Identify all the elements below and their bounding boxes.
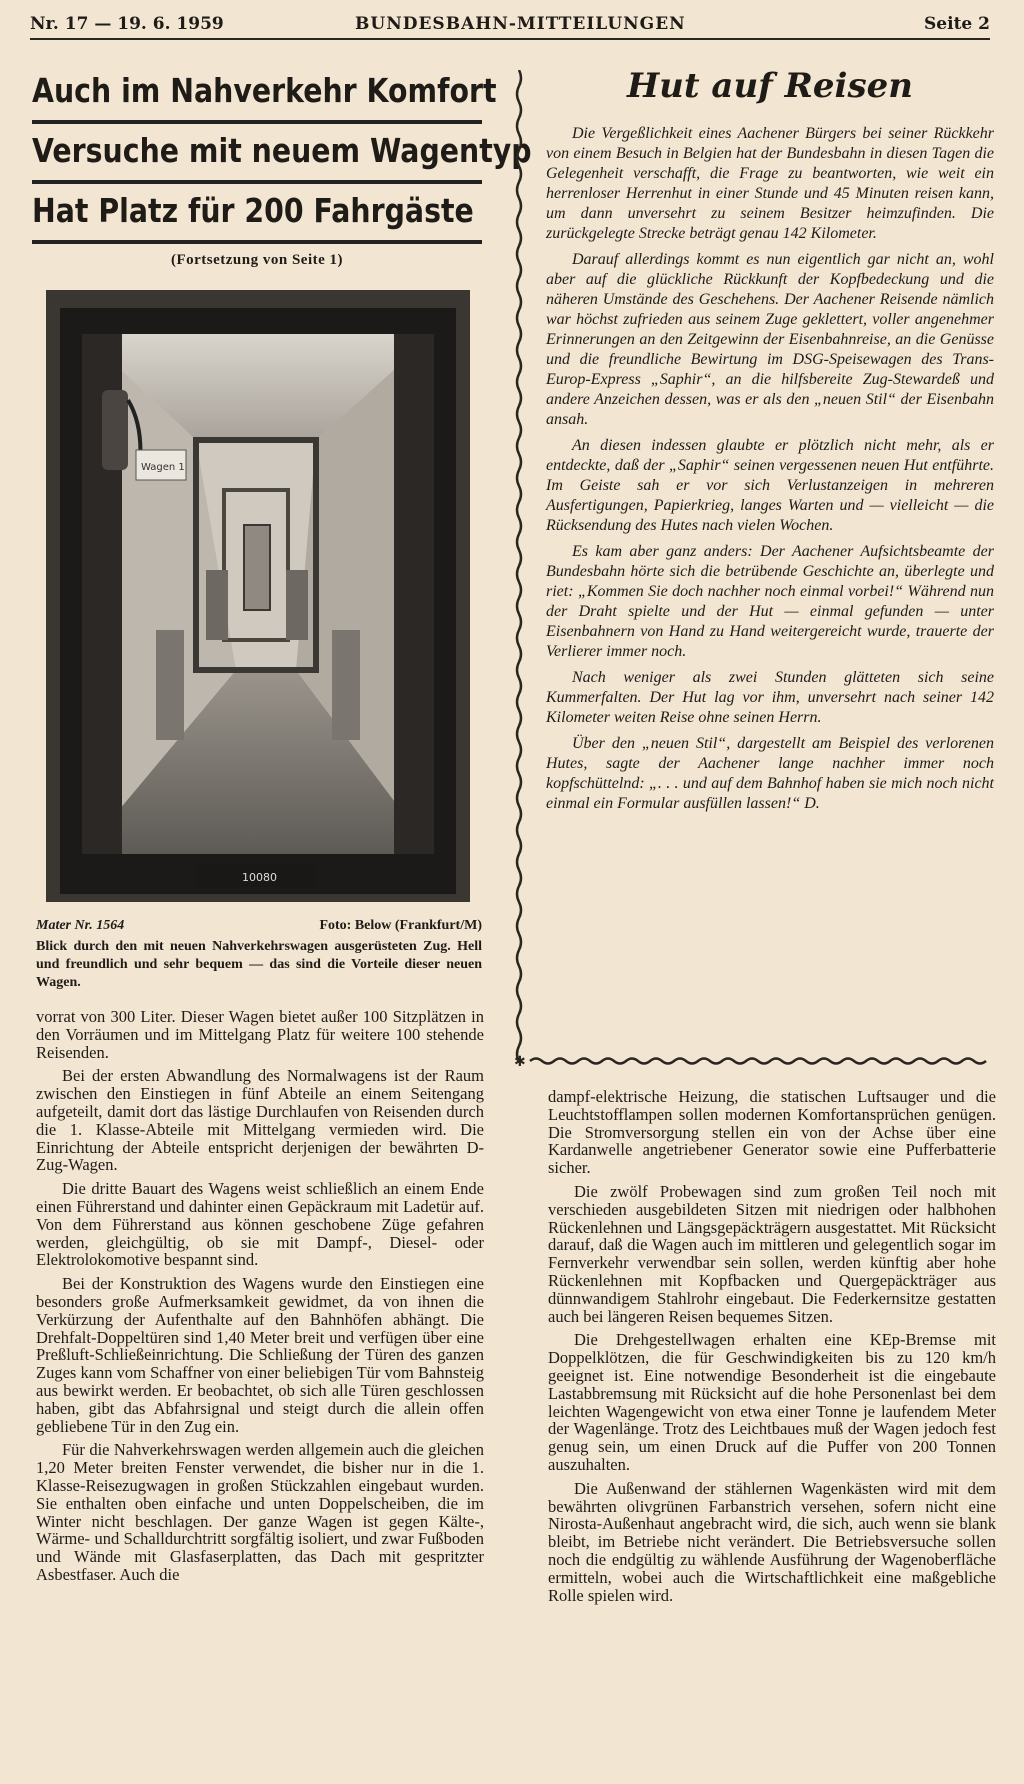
feature-paragraph: Es kam aber ganz anders: Der Aachener Aufsichtsbeamte der Bundesbahn hörte sich die betrübende Geschichte an, überlegte und riet: „Kommen Sie doch nachher noch einmal vorbei!“ Während nun der Draht spielte und der Hut — einmal gefunden — unter Eisenbahnern von Hand zu Hand weitergereicht wurde, trauerte der Verlierer immer noch. [546, 543, 994, 660]
photo-caption-header [36, 918, 482, 938]
photo-credit: Foto: Below (Frankfurt/M) [319, 918, 482, 933]
wagen-sign: Wagen 1 [141, 462, 185, 473]
headline-1: Auch im Nahverkehr Komfort [32, 71, 497, 110]
svg-text:✱: ✱ [514, 1054, 526, 1068]
headline-3: Hat Platz für 200 Fahrgäste [32, 191, 474, 230]
photo-caption: Blick durch den mit neuen Nahverkehrswagen ausgerüsteten Zug. Hell und freundlich und sehr bequem — das sind die Vorteile dieser neuen Wagen. [36, 939, 482, 990]
feature-paragraph: Nach weniger als zwei Stunden glätteten sich seine Kummerfalten. Der Hut lag vor ihm, unversehrt nach seiner 142 Kilometer weiten Reise ohne seinen Herrn. [546, 669, 994, 726]
article-headlines [32, 70, 532, 250]
continuation-note: (Fortsetzung von Seite 1) [170, 252, 344, 268]
headline-2: Versuche mit neuem Wagentyp [32, 131, 532, 170]
article-paragraph: Für die Nahverkehrswagen werden allgemein auch die gleichen 1,20 Meter breiten Fenster verwendet, die bisher nur in die 1. Klasse-Reisezugwagen in großen Stückzahlen eingebaut wurden. Sie enthalten oben einfache und unten Doppelscheiben, die im Winter nicht beschlagen. Der ganze Wagen ist gegen Kälte-, Wärme- und Schalldurchtritt sorgfältig isoliert, und zwar Fußboden und Wände mit Glasfaserplatten, das Dach mit gespritzter Asbestfaser. Auch die [36, 1440, 484, 1584]
article-column-right [548, 1088, 996, 1604]
decorative-column-separator [514, 70, 524, 1062]
wagon-number-plate: 10080 [242, 871, 277, 884]
train-interior-photo [46, 290, 470, 902]
article-paragraph: Bei der ersten Abwandlung des Normalwagens ist der Raum zwischen den Einstiegen in fünf Abteile an einem Seitengang aufgeteilt, damit dort das lästige Durchlaufen von Reisenden durch die 1. Klasse-Abteile mit Mittelgang vermieden wird. Die Einrichtung der Abteile entspricht derjenigen der bewährten D-Zug-Wagen. [36, 1066, 484, 1175]
page-number: Seite 2 [924, 14, 990, 34]
decorative-section-separator [514, 1054, 994, 1068]
article-paragraph: Die dritte Bauart des Wagens weist schließlich an einem Ende einen Führerstand und dahinter einen Gepäckraum mit Ladetür auf. Von dem Führerstand aus können geschobene Züge gefahren werden, gleichgültig, ob sie mit Dampf-, Diesel- oder Elektrolokomotive bespannt sind. [36, 1179, 484, 1270]
article-paragraph: vorrat von 300 Liter. Dieser Wagen bietet außer 100 Sitzplätzen in den Vorräumen und im Mittelgang Platz für weitere 100 stehende Reisenden. [36, 1007, 484, 1062]
headline-rule [32, 120, 482, 124]
article-paragraph: Die Außenwand der stählernen Wagenkästen wird mit dem bewährten olivgrünen Farbanstrich versehen, sofern nicht eine Nirosta-Außenhaut angebracht wird, die sich, auch wenn sie blank bleibt, im Betriebe nicht verändert. Die Betriebsversuche sollen noch die endgültig zu wählende Ausführung der Wagenoberfläche ermitteln, wobei auch die Wirtschaftlichkeit eine maßgebliche Rolle spielen wird. [548, 1478, 996, 1605]
article-paragraph: Die zwölf Probewagen sind zum großen Teil noch mit verschieden ausgebildeten Sitzen mit niedrigen oder halbhohen Rückenlehnen und Längsgepäckträgern ausgestattet. Mit Rücksicht darauf, daß die Wagen auch im mittleren und gelegentlich sogar im Fernverkehr verwendbar sein sollen, werden künftig aber hohe Rückenlehnen mit Kopfbacken und Quergepäckträger aus dünnwandigem Stahlrohr eingebaut. Die Federkernsitze gestatten auch bei längeren Reisen bequemes Sitzen. [548, 1181, 996, 1326]
publication-name: BUNDESBAHN-MITTEILUNGEN [355, 14, 686, 34]
headline-rule [32, 180, 482, 184]
mater-number: Mater Nr. 1564 [36, 918, 125, 933]
feature-title: Hut auf Reisen [627, 66, 913, 106]
feature-paragraph: Die Vergeßlichkeit eines Aachener Bürgers bei seiner Rückkehr von einem Besuch in Belgien hat der Bundesbahn in diesen Tagen die Gelegenheit verschafft, die Frage zu beantworten, wie weit ein herrenloser Herrenhut in einer Stunde und 45 Minuten reisen kann, um dann unversehrt zu seinem Besitzer heimzufinden. Die zurückgelegte Strecke beträgt genau 142 Kilometer. [546, 125, 994, 242]
article-paragraph: Die Drehgestellwagen erhalten eine KEp-Bremse mit Doppelklötzen, die für Geschwindigkeiten bis zu 120 km/h geeignet ist. Eine notwendige Besonderheit ist die eingebaute Lastabbremsung mit Rücksicht auf die hohe Personenlast bei dem leichten Wagengewicht von etwa einer Tonne je laufendem Meter der Wagenlänge. Trotz des Leichtbaues muß der Wagen jedoch fest genug sein, um einen Druck auf die Puffer von 200 Tonnen auszuhalten. [548, 1330, 996, 1474]
issue-date: Nr. 17 — 19. 6. 1959 [30, 14, 224, 34]
article-column-left [36, 1008, 484, 1584]
article-paragraph: dampf-elektrische Heizung, die statischen Luftsauger und die Leuchtstofflampen sollen modernen Komfortansprüchen genügen. Die Stromversorgung stellen ein von der Achse über eine Kardanwelle angetriebener Generator sowie eine Pufferbatterie sicher. [548, 1087, 996, 1178]
feature-paragraph: Darauf allerdings kommt es nun eigentlich gar nicht an, wohl aber auf die glückliche Rückkunft der Kopfbedeckung und die näheren Umstände des Geschehens. Der Aachener Reisende nämlich war höchst zufrieden aus seinem Zuge geklettert, voller angenehmer Erinnerungen an den Zeitgewinn der Eisenbahnreise, an die Genüsse und die freundliche Bewirtung im DSG-Speisewagen des Trans-Europ-Express „Saphir“, an die hilfsbereite Zug-Stewardeß und andere Anzeichen dessen, was er als den „neuen Stil“ der Eisenbahn ansah. [546, 251, 994, 428]
feature-column [546, 124, 994, 814]
masthead [30, 10, 990, 40]
feature-paragraph: An diesen indessen glaubte er plötzlich nicht mehr, als er entdeckte, daß der „Saphir“ seinen vergessenen neuen Hut entführte. Im Geiste sah er vor sich Verlustanzeigen in mehreren Ausfertigungen, Papierkrieg, langes Warten und — vielleicht — die Rücksendung des Hutes nach vielen Wochen. [546, 437, 994, 534]
feature-paragraph: Über den „neuen Stil“, dargestellt am Beispiel des verlorenen Hutes, sagte der Aachener lange nachher immer noch kopfschüttelnd: „. . . und auf dem Bahnhof haben sie mich noch nicht einmal ein Formular ausfüllen lassen!“ D. [546, 735, 994, 812]
article-paragraph: Bei der Konstruktion des Wagens wurde den Einstiegen eine besonders große Aufmerksamkeit gewidmet, da von ihnen die Verkürzung der Aufenthalte auf den Bahnhöfen abhängt. Die Drehfalt-Doppeltüren sind 1,40 Meter breit und verfügen über eine Preßluft-Schließeinrichtung. Die Schließung der Türen des ganzen Zuges kann vom Schaffner von einer beliebigen Tür vom Bahnsteig aus bewirkt werden. Er beobachtet, ob sich alle Türen geschlossen haben, gibt das Abfahrsignal und steigt durch die allein offen gebliebene Tür in den Zug ein. [36, 1274, 484, 1436]
headline-rule [32, 240, 482, 244]
